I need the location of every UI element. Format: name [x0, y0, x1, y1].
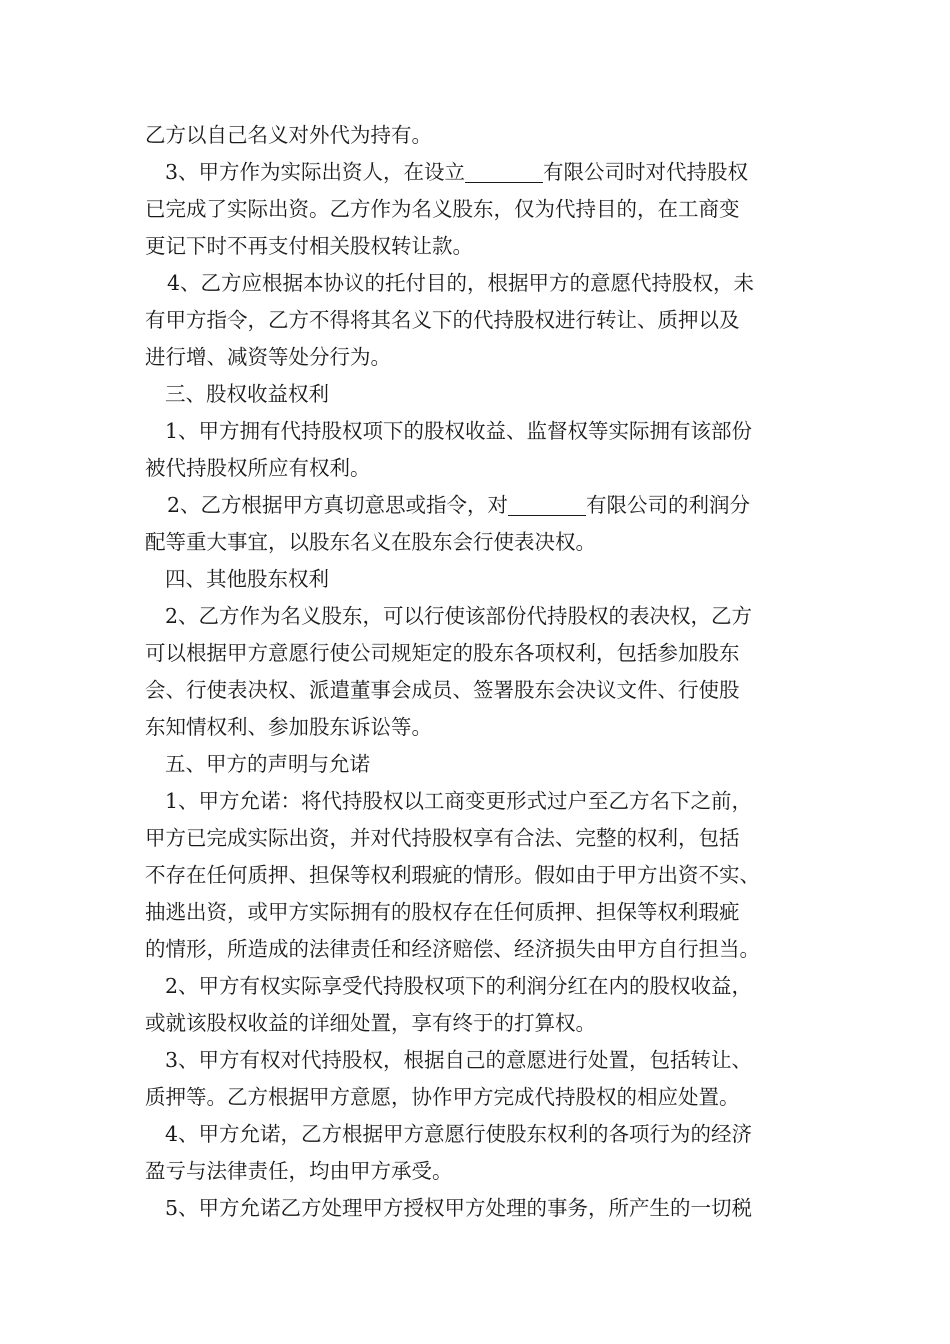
- text-line-content: 有甲方指令，乙方不得将其名义下的代持股权进行转让、质押以及: [145, 308, 740, 332]
- text-line: [145, 635, 835, 672]
- text-line-content: 乙方以自己名义对外代为持有。: [145, 123, 432, 147]
- text-line-content: 东知情权利、参加股东诉讼等。: [145, 715, 432, 739]
- clause-2: [145, 968, 835, 1005]
- company-name-blank: [465, 158, 543, 183]
- section-heading-5: [145, 746, 835, 783]
- text-line-content: 1、甲方拥有代持股权项下的股权收益、监督权等实际拥有该部份: [165, 419, 753, 443]
- document-body: [145, 117, 835, 1227]
- text-line: [145, 820, 835, 857]
- company-name-blank: [508, 491, 586, 516]
- text-line-content: 盈亏与法律责任，均由甲方承受。: [145, 1159, 453, 1183]
- text-line-content: 有限公司时对代持股权: [543, 160, 749, 184]
- text-line-content: 或就该股权收益的详细处置，享有终于的打算权。: [145, 1011, 596, 1035]
- clause-3: [145, 154, 835, 191]
- text-line: [145, 1005, 835, 1042]
- text-line-content: 甲方已完成实际出资，并对代持股权享有合法、完整的权利，包括: [145, 826, 740, 850]
- text-line-content: 3、甲方作为实际出资人，在设立: [165, 160, 466, 184]
- text-line: [145, 1153, 835, 1190]
- text-line: [145, 931, 835, 968]
- text-line: [145, 524, 835, 561]
- text-line-content: 可以根据甲方意愿行使公司规矩定的股东各项权利，包括参加股东: [145, 641, 740, 665]
- text-line-content: 4、乙方应根据本协议的托付目的，根据甲方的意愿代持股权，未: [167, 271, 755, 295]
- text-line-content: 更记下时不再支付相关股权转让款。: [145, 234, 473, 258]
- clause-4: [145, 1116, 835, 1153]
- text-line-content: 质押等。乙方根据甲方意愿，协作甲方完成代持股权的相应处置。: [145, 1085, 740, 1109]
- text-line: [145, 339, 835, 376]
- text-line: [145, 302, 835, 339]
- text-line: [145, 672, 835, 709]
- text-line: [145, 894, 835, 931]
- clause-3: [145, 1042, 835, 1079]
- section-heading-3: [145, 376, 835, 413]
- section-heading-4: [145, 561, 835, 598]
- text-line-content: 3、甲方有权对代持股权，根据自己的意愿进行处置，包括转让、: [165, 1048, 753, 1072]
- section-heading: 四、其他股东权利: [165, 567, 329, 591]
- clause-1: [145, 413, 835, 450]
- text-line-content: 已完成了实际出资。乙方作为名义股东，仅为代持目的，在工商变: [145, 197, 740, 221]
- section-heading: 三、股权收益权利: [165, 382, 329, 406]
- clause-2: [145, 487, 835, 524]
- clause-1: [145, 783, 835, 820]
- text-line-content: 会、行使表决权、派遣董事会成员、签署股东会决议文件、行使股: [145, 678, 740, 702]
- text-line: [145, 709, 835, 746]
- text-line-content: 5、甲方允诺乙方处理甲方授权甲方处理的事务，所产生的一切税: [165, 1196, 753, 1220]
- text-line-content: 配等重大事宜，以股东名义在股东会行使表决权。: [145, 530, 596, 554]
- text-line-content: 的情形，所造成的法律责任和经济赔偿、经济损失由甲方自行担当。: [145, 937, 760, 961]
- section-heading: 五、甲方的声明与允诺: [165, 752, 370, 776]
- clause-4: [145, 265, 835, 302]
- clause-2: [145, 598, 835, 635]
- text-line-content: 不存在任何质押、担保等权利瑕疵的情形。假如由于甲方出资不实、: [145, 863, 760, 887]
- text-line: [145, 228, 835, 265]
- text-line-content: 进行增、减资等处分行为。: [145, 345, 391, 369]
- text-line-content: 被代持股权所应有权利。: [145, 456, 371, 480]
- text-line: [145, 191, 835, 228]
- clause-5: [145, 1190, 835, 1227]
- text-line-content: 2、乙方根据甲方真切意思或指令，对: [167, 493, 509, 517]
- text-line-content: 4、甲方允诺，乙方根据甲方意愿行使股东权利的各项行为的经济: [165, 1122, 753, 1146]
- text-line-content: 1、甲方允诺：将代持股权以工商变更形式过户至乙方名下之前，: [165, 789, 753, 813]
- text-line: [145, 117, 835, 154]
- text-line: [145, 857, 835, 894]
- text-line-content: 有限公司的利润分: [586, 493, 751, 517]
- text-line-content: 2、甲方有权实际享受代持股权项下的利润分红在内的股权收益，: [165, 974, 753, 998]
- text-line-content: 抽逃出资，或甲方实际拥有的股权存在任何质押、担保等权利瑕疵: [145, 900, 740, 924]
- text-line-content: 2、乙方作为名义股东，可以行使该部份代持股权的表决权，乙方: [165, 604, 753, 628]
- text-line: [145, 1079, 835, 1116]
- text-line: [145, 450, 835, 487]
